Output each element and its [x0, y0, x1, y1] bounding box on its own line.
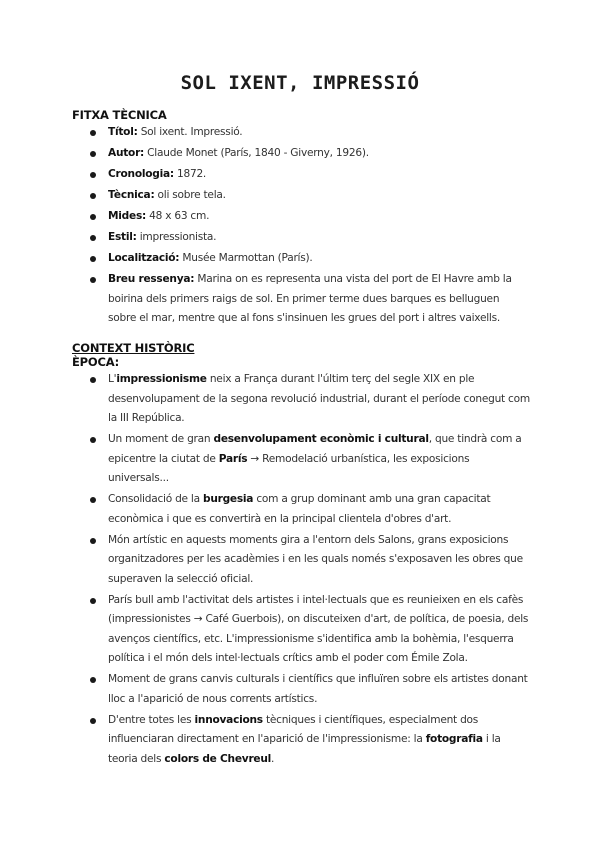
context-item: [90, 370, 530, 429]
fitxa-item-value: Claude Monet (París, 1840 - Giverny, 1926).: [144, 147, 369, 159]
fitxa-item-value: Sol ixent. Impressió.: [137, 126, 243, 138]
context-text: , que tindrà com a epicentre la ciutat de: [108, 433, 522, 465]
context-text: tècniques i científiques, especialment dos influenciaran directament en l'aparició de l'impressionisme: la: [108, 713, 479, 745]
context-text: i la teoria dels: [108, 733, 501, 765]
context-keyword: burgesia: [202, 493, 254, 505]
fitxa-item: [90, 144, 530, 164]
epoca-subheading: ÈPOCA:: [72, 355, 120, 369]
fitxa-item-value: Musée Marmottan (París).: [179, 252, 313, 264]
fitxa-item-key: Localització:: [108, 252, 180, 264]
context-item: [90, 711, 530, 770]
fitxa-item-key: Breu ressenya:: [108, 273, 195, 285]
context-text: Món artístic en aquests moments gira a l'entorn dels Salons, grans exposicions organitzadores per les acadèmies i en les quals només s'exposaven les obres que superaven la selecció oficial.: [108, 533, 523, 585]
fitxa-list: [90, 123, 530, 330]
context-keyword: desenvolupament econòmic i cultural: [213, 433, 429, 445]
context-text: Un moment de gran: [108, 433, 214, 445]
context-item: [90, 670, 530, 709]
fitxa-item-value: oli sobre tela.: [154, 189, 226, 201]
context-heading: CONTEXT HISTÒRIC: [72, 341, 195, 355]
context-list: [90, 370, 530, 771]
fitxa-item: [90, 165, 530, 185]
fitxa-item: [90, 123, 530, 143]
context-keyword: innovacions: [194, 713, 263, 726]
fitxa-item-key: Títol:: [108, 126, 138, 138]
context-text: Moment de grans canvis culturals i científics que influïren sobre els artistes donant lloc a l'aparició de nous corrents artístics.: [108, 673, 528, 705]
fitxa-item-value: impressionista.: [136, 231, 217, 243]
context-keyword: París: [218, 452, 248, 465]
fitxa-item-value: 1872.: [173, 168, 207, 180]
fitxa-heading: FITXA TÈCNICA: [72, 108, 167, 122]
fitxa-item-value: Marina on es representa una vista del port de El Havre amb la boirina dels primers raigs de sol. En primer terme dues barques es belluguen sobre el mar, mentre que al fons s'insinuen les grues del port i altres vaixells.: [108, 273, 512, 324]
page-title: SOL IXENT, IMPRESSIÓ: [180, 72, 420, 94]
context-text: D'entre totes les: [108, 713, 195, 726]
context-keyword: impressionisme: [116, 373, 207, 385]
context-item: [90, 490, 530, 529]
context-text: .: [271, 752, 275, 765]
fitxa-item: [90, 207, 530, 227]
fitxa-item-value: 48 x 63 cm.: [145, 210, 210, 222]
context-text: París bull amb l'activitat dels artistes i intel·lectuals que es reunieixen en els cafès (impressionistes → Café Guerbois), on discuteixen d'art, de política, de poesia, dels avenços científics, etc. L'impressionisme s'identifica amb la bohèmia, l'esquerra política i el món dels intel·lectuals crítics amb el poder com Émile Zola.: [108, 593, 529, 664]
context-text: → Remodelació urbanística, les exposicions universals...: [108, 452, 470, 484]
context-text: Consolidació de la: [108, 493, 203, 505]
context-keyword: colors de Chevreul: [164, 752, 272, 765]
fitxa-item-key: Estil:: [108, 231, 137, 243]
context-item: [90, 430, 530, 489]
fitxa-item-key: Autor:: [108, 147, 145, 159]
fitxa-item-key: Cronologia:: [108, 168, 174, 180]
fitxa-item: [90, 249, 530, 269]
fitxa-item-key: Tècnica:: [108, 189, 155, 201]
fitxa-item: [90, 270, 530, 329]
fitxa-item: [90, 186, 530, 206]
context-item: [90, 591, 530, 669]
context-keyword: fotografia: [425, 733, 483, 745]
context-item: [90, 531, 530, 590]
fitxa-item: [90, 228, 530, 248]
context-text: neix a França durant l'últim terç del segle XIX en ple desenvolupament de la segona revolució industrial, durant el període conegut com la III República.: [108, 373, 530, 424]
context-text: com a grup dominant amb una gran capacitat econòmica i que es convertirà en la principal clientela d'obres d'art.: [108, 493, 491, 525]
context-text: L': [108, 373, 117, 385]
fitxa-item-key: Mides:: [108, 210, 146, 222]
